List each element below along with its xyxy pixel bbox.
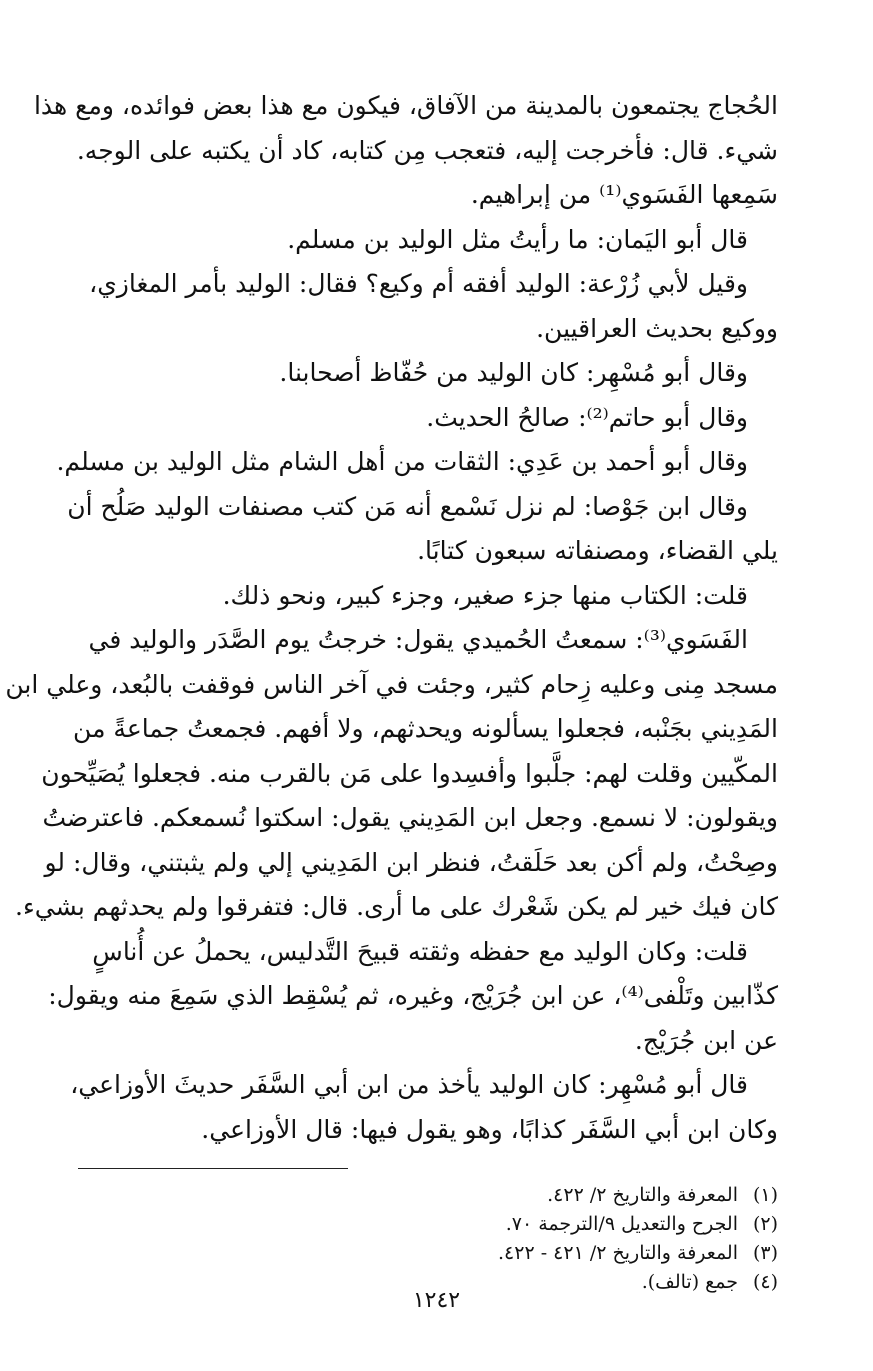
text-line: وكان ابن أبي السَّفَر كذابًا، وهو يقول فيها: قال الأوزاعي. [201, 1114, 778, 1144]
text-line: وقال ابن جَوْصا: لم نزل نَسْمع أنه مَن كتب مصنفات الوليد صَلُح أن [67, 491, 748, 521]
text-line: وقال أبو مُسْهِر: كان الوليد من حُفّاظ أصحابنا. [279, 358, 748, 387]
text-line: وصِحْتُ، ولم أكن بعد حَلَقتُ، فنظر ابن المَدِيني إلي ولم يثبتني، وقال: لو [44, 847, 778, 877]
page-body [5, 84, 778, 1297]
text-line: كذّابين وتَلْفى⁽⁴⁾، عن ابن جُرَيْج، وغيره، ثم يُسْقِط الذي سَمِعَ منه ويقول: [48, 981, 778, 1010]
footnote-number: (٤) [752, 1271, 778, 1293]
footnote-number: (١) [752, 1184, 778, 1206]
text-line: المَدِيني بجَنْبه، فجعلوا يسألونه ويحدثهم، ولا أفهم. فجمعتُ جماعةً من [73, 714, 778, 743]
text-line: يلي القضاء، ومصنفاته سبعون كتابًا. [417, 536, 778, 565]
page-number: ١٢٤٢ [412, 1288, 461, 1313]
main-text [5, 84, 778, 1152]
text-line: المكّيين وقلت لهم: جلَّبوا وأفسِدوا على مَن بالقرب منه. فجعلوا يُصَيِّحون [41, 758, 778, 788]
footnote-number: (٢) [752, 1213, 778, 1235]
text-line: قال أبو اليَمان: ما رأيتُ مثل الوليد بن مسلم. [287, 224, 748, 254]
text-line: قلت: الكتاب منها جزء صغير، وجزء كبير، ونحو ذلك. [222, 580, 748, 610]
text-line: مسجد مِنى وعليه زِحام كثير، وجئت في آخر الناس فوقفت بالبُعد، وعلي ابن [5, 669, 778, 699]
text-line: الحُجاج يجتمعون بالمدينة من الآفاق، فيكون مع هذا بعض فوائده، ومع هذا [33, 91, 778, 120]
text-line: قلت: وكان الوليد مع حفظه وثقته قبيحَ التَّدليس، يحملُ عن أُناسٍ [92, 936, 748, 966]
text-line: سَمِعها الفَسَوي⁽¹⁾ من إبراهيم. [470, 180, 778, 209]
text-line: وقال أبو حاتم⁽²⁾: صالحُ الحديث. [426, 402, 748, 432]
footnote [78, 1181, 778, 1210]
footnotes [78, 1181, 778, 1297]
text-line: كان فيك خير لم يكن شَعْرك على ما أرى. قال: فتفرقوا ولم يحدثهم بشيء. [15, 892, 778, 921]
text-line: وقال أبو أحمد بن عَدِي: الثقات من أهل الشام مثل الوليد بن مسلم. [56, 447, 748, 476]
footnote [78, 1239, 778, 1268]
text-line: ووكيع بحديث العراقيين. [536, 313, 778, 343]
text-line: ويقولون: لا نسمع. وجعل ابن المَدِيني يقول: اسكتوا نُسمعكم. فاعترضتُ [42, 803, 778, 832]
footnote-text: الجرح والتعديل ٩/الترجمة ٧٠. [505, 1213, 738, 1235]
text-line: الفَسَوي⁽³⁾: سمعتُ الحُميدي يقول: خرجتُ يوم الصَّدَر والوليد في [88, 625, 748, 654]
text-line: شيء. قال: فأخرجت إليه، فتعجب مِن كتابه، كاد أن يكتبه على الوجه. [76, 135, 778, 165]
footnote-text: جمع (تالف). [641, 1271, 738, 1293]
text-line: قال أبو مُسْهِر: كان الوليد يأخذ من ابن أبي السَّفَر حديثَ الأوزاعي، [70, 1070, 748, 1099]
footnote-number: (٣) [752, 1242, 778, 1264]
text-line: وقيل لأبي زُرْعة: الوليد أفقه أم وكيع؟ فقال: الوليد بأمر المغازي، [89, 269, 748, 298]
footnote-separator [78, 1168, 348, 1169]
footnote-text: المعرفة والتاريخ ٢/ ٤٢١ - ٤٢٢. [497, 1242, 738, 1264]
footnote-text: المعرفة والتاريخ ٢/ ٤٢٢. [547, 1184, 738, 1206]
footnote [78, 1210, 778, 1239]
text-line: عن ابن جُرَيْج. [634, 1025, 778, 1055]
